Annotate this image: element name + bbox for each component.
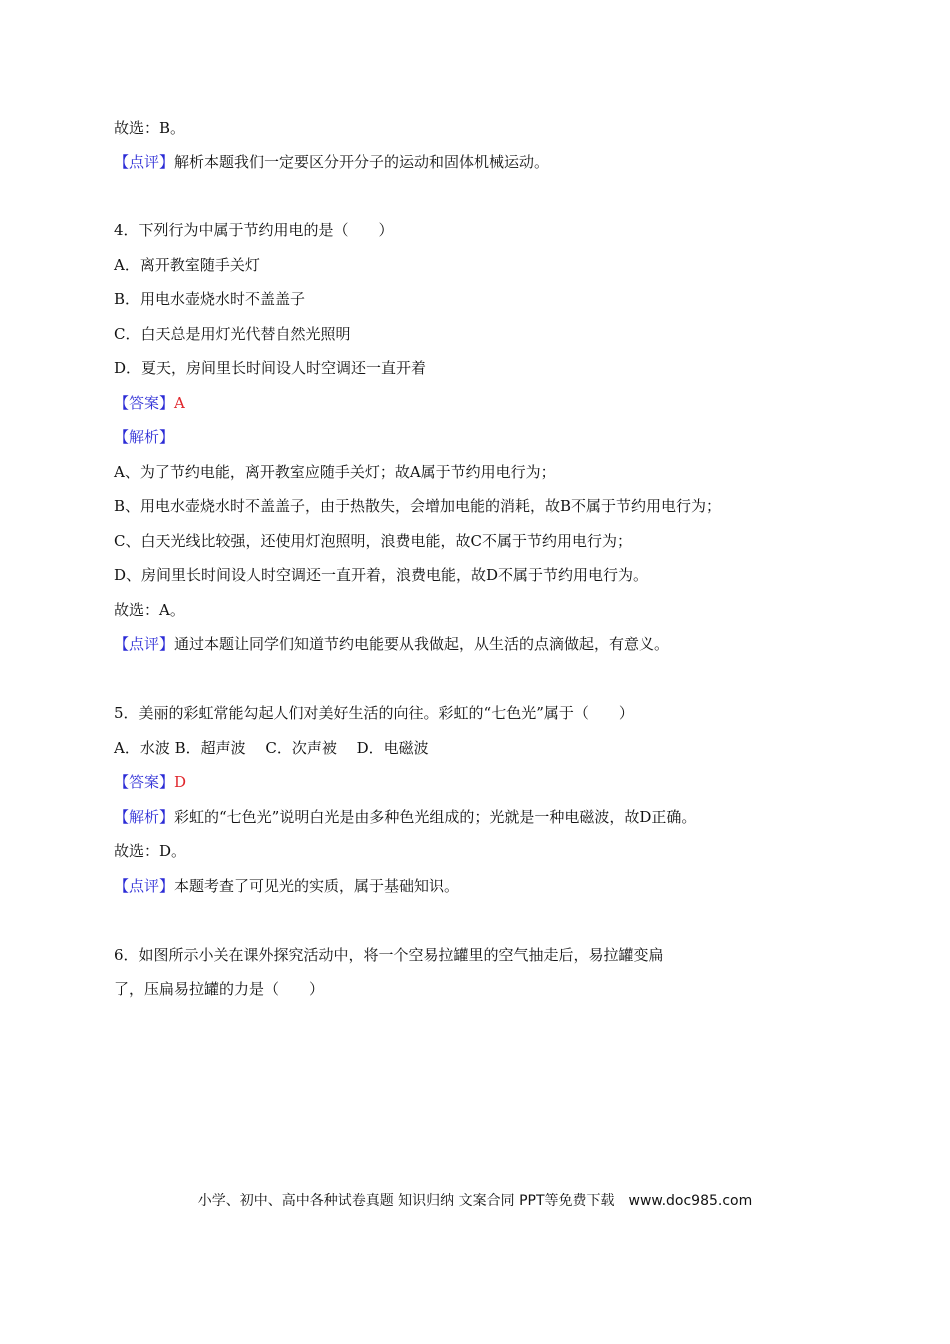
q6-stem-line-1: 6．如图所示小关在课外探究活动中，将一个空易拉罐里的空气抽走后，易拉罐变扁	[114, 946, 664, 964]
answer-value: D	[174, 773, 187, 791]
q4-analysis-line-c: C、白天光线比较强，还使用灯泡照明，浪费电能，故C不属于节约用电行为；	[114, 532, 632, 550]
q6-stem-line-2: 了，压扁易拉罐的力是（ ）	[114, 980, 325, 998]
q4-analysis-line-a: A、为了节约电能，离开教室应随手关灯；故A属于节约用电行为；	[114, 463, 556, 481]
answer-tag: 【答案】	[114, 773, 175, 791]
q4-conclusion: 故选：A。	[114, 601, 185, 619]
q3-comment	[114, 152, 549, 172]
q4-option-d: D．夏天，房间里长时间设人时空调还一直开着	[114, 359, 427, 377]
q4-analysis-line-d: D、房间里长时间设人时空调还一直开着，浪费电能，故D不属于节约用电行为。	[114, 566, 649, 584]
q4-answer	[114, 393, 185, 413]
q5-stem: 5．美丽的彩虹常能勾起人们对美好生活的向往。彩虹的“七色光”属于（ ）	[114, 704, 634, 722]
q4-analysis-line-b: B、用电水壶烧水时不盖盖子，由于热散失，会增加电能的消耗，故B不属于节约用电行为；	[114, 497, 722, 515]
q5-answer	[114, 772, 186, 792]
comment-text: 通过本题让同学们知道节约电能要从我做起，从生活的点滴做起，有意义。	[174, 635, 670, 653]
q4-stem: 4．下列行为中属于节约用电的是（ ）	[114, 221, 394, 239]
q4-option-b: B．用电水壶烧水时不盖盖子	[114, 290, 306, 308]
comment-tag: 【点评】	[114, 153, 175, 171]
comment-text: 解析本题我们一定要区分开分子的运动和固体机械运动。	[174, 153, 550, 171]
analysis-text: 彩虹的“七色光”说明白光是由多种色光组成的；光就是一种电磁波，故D正确。	[174, 808, 697, 826]
comment-text: 本题考查了可见光的实质，属于基础知识。	[174, 877, 460, 895]
q4-option-a: A．离开教室随手关灯	[114, 256, 260, 274]
q5-conclusion: 故选：D。	[114, 842, 187, 860]
q4-comment	[114, 634, 669, 654]
q4-option-c: C．白天总是用灯光代替自然光照明	[114, 325, 351, 343]
q4-analysis-tag	[114, 427, 174, 447]
answer-tag: 【答案】	[114, 394, 175, 412]
q3-conclusion: 故选：B。	[114, 119, 186, 137]
comment-tag: 【点评】	[114, 877, 175, 895]
q5-options: A．水波 B．超声波 C．次声被 D．电磁波	[114, 739, 429, 757]
q5-comment	[114, 876, 459, 896]
page-footer: 小学、初中、高中各种试卷真题 知识归纳 文案合同 PPT等免费下载 www.doc985.com	[197, 1193, 753, 1209]
analysis-tag: 【解析】	[114, 808, 175, 826]
answer-value: A	[174, 394, 185, 412]
analysis-tag: 【解析】	[114, 428, 175, 446]
q5-analysis	[114, 807, 696, 827]
comment-tag: 【点评】	[114, 635, 175, 653]
